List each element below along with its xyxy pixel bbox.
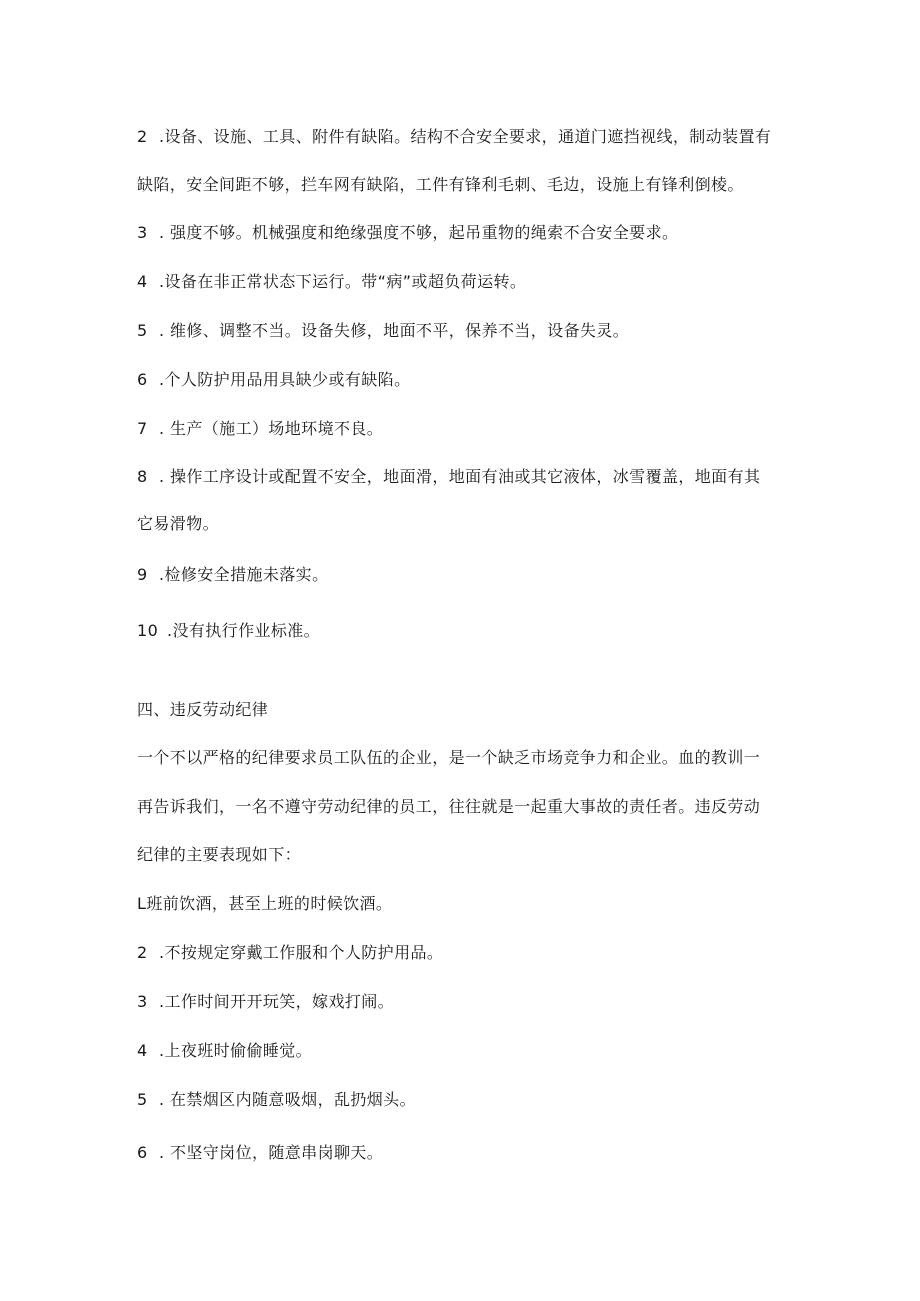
item-number: 4 [137, 1041, 148, 1060]
list-item-4 [137, 1040, 797, 1062]
list-item-4 [137, 271, 797, 293]
item-number: 7 [137, 419, 148, 438]
item-text: . 强度不够。机械强度和绝缘强度不够，起吊重物的绳索不合安全要求。 [159, 223, 679, 242]
list-item-2 [137, 126, 797, 148]
list-item-8 [137, 466, 797, 488]
item-text: .没有执行作业标准。 [167, 621, 321, 640]
section-heading [137, 699, 797, 721]
item-number: 5 [137, 1090, 148, 1109]
list-item-2-continued [137, 174, 797, 196]
item-number: 6 [137, 1143, 148, 1162]
item-number: 5 [137, 321, 148, 340]
list-item-3 [137, 991, 797, 1013]
item-text: . 操作工序设计或配置不安全，地面滑，地面有油或其它液体，冰雪覆盖，地面有其 [159, 467, 761, 486]
item-number: 6 [137, 370, 148, 389]
item-text: .上夜班时偷偷睡觉。 [159, 1041, 313, 1060]
list-item-6 [137, 1142, 797, 1164]
list-item-9 [137, 564, 797, 586]
item-text: .设备在非正常状态下运行。带“病”或超负荷运转。 [159, 272, 527, 291]
item-text: . 维修、调整不当。设备失修，地面不平，保养不当，设备失灵。 [159, 321, 630, 340]
item-text: .检修安全措施未落实。 [159, 565, 329, 584]
item-number: 9 [137, 565, 148, 584]
list-item-3 [137, 222, 797, 244]
list-item-6 [137, 369, 797, 391]
item-text: .设备、设施、工具、附件有缺陷。结构不合安全要求，通道门遮挡视线，制动装置有 [159, 127, 772, 146]
list-item-8-continued [137, 513, 797, 535]
list-item-5 [137, 1089, 797, 1111]
item-text: .不按规定穿戴工作服和个人防护用品。 [159, 943, 444, 962]
item-number: 4 [137, 272, 148, 291]
item-text: .个人防护用品用具缺少或有缺陷。 [159, 370, 411, 389]
paragraph-line [137, 796, 797, 818]
list-item-1 [137, 893, 797, 915]
list-item-7 [137, 418, 797, 440]
item-text: 缺陷，安全间距不够，拦车网有缺陷，工件有锋利毛刺、毛边，设施上有锋利倒棱。 [137, 175, 744, 194]
paragraph-line [137, 747, 797, 769]
list-item-2 [137, 942, 797, 964]
item-text: L班前饮酒，甚至上班的时候饮酒。 [137, 894, 393, 913]
paragraph-text: 一个不以严格的纪律要求员工队伍的企业，是一个缺乏市场竞争力和企业。血的教训一 [137, 748, 761, 767]
list-item-5 [137, 320, 797, 342]
item-number: 2 [137, 127, 148, 146]
item-text: 它易滑物。 [137, 514, 220, 533]
item-text: .工作时间开开玩笑，嫁戏打闹。 [159, 992, 395, 1011]
item-text: . 生产（施工）场地环境不良。 [159, 419, 384, 438]
item-number: 2 [137, 943, 148, 962]
heading-text: 四、违反劳动纪律 [137, 700, 269, 719]
item-number: 3 [137, 223, 148, 242]
item-number: 3 [137, 992, 148, 1011]
paragraph-text: 再告诉我们，一名不遵守劳动纪律的员工，往往就是一起重大事故的责任者。违反劳动 [137, 797, 761, 816]
item-text: . 不坚守岗位，随意串岗聊天。 [159, 1143, 384, 1162]
item-number: 10 [137, 621, 159, 640]
paragraph-line [137, 844, 797, 866]
list-item-10 [137, 620, 797, 642]
item-number: 8 [137, 467, 148, 486]
paragraph-text: 纪律的主要表现如下： [137, 845, 302, 864]
item-text: . 在禁烟区内随意吸烟，乱扔烟头。 [159, 1090, 416, 1109]
